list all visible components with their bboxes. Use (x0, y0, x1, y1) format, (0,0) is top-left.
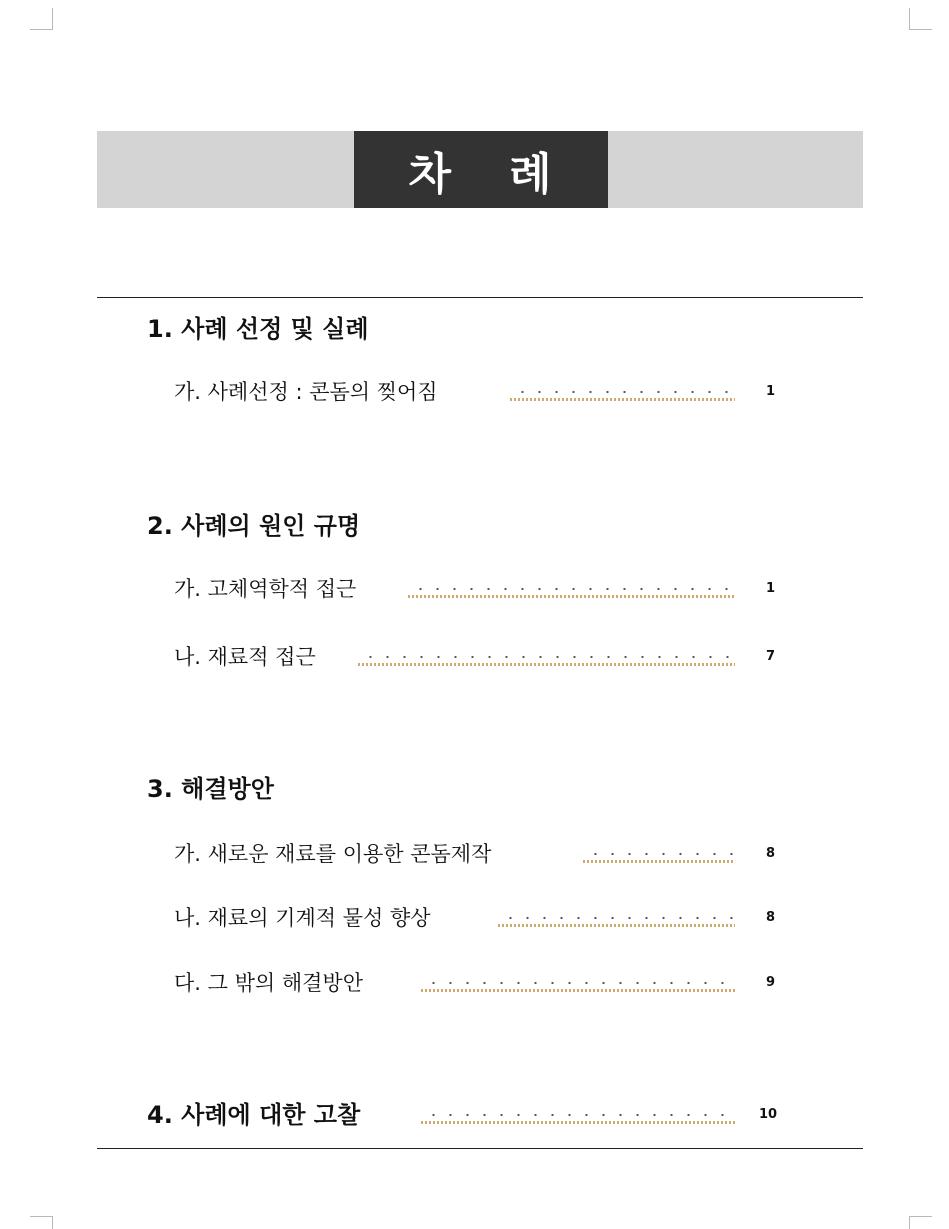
toc-leader-2-a (408, 586, 735, 598)
bottom-divider (97, 1148, 863, 1149)
crop-mark-top-left-v (52, 8, 53, 30)
toc-page-3-c[interactable]: 9 (766, 975, 776, 990)
page-title-char-1: 차 (408, 148, 453, 200)
crop-mark-top-right-v (909, 8, 910, 30)
toc-page-3-a[interactable]: 8 (766, 846, 776, 861)
toc-page-4[interactable]: 10 (759, 1107, 778, 1122)
crop-mark-bottom-right-v (909, 1216, 910, 1229)
crop-mark-bottom-right-h (910, 1216, 932, 1217)
crop-mark-top-left-h (30, 29, 52, 30)
top-divider (97, 297, 863, 298)
toc-page-3-b[interactable]: 8 (766, 910, 776, 925)
toc-entry-3-a[interactable]: 가. 새로운 재료를 이용한 콘돔제작 (174, 842, 492, 866)
toc-leader-4 (421, 1112, 735, 1124)
toc-section-1[interactable]: 1. 사례 선정 및 실례 (147, 315, 369, 343)
toc-page-1-a[interactable]: 1 (766, 384, 776, 399)
toc-leader-3-a (583, 851, 735, 863)
toc-section-2[interactable]: 2. 사례의 원인 규명 (147, 512, 361, 540)
toc-leader-3-b (498, 915, 735, 927)
page-title (354, 131, 608, 208)
toc-entry-2-b[interactable]: 나. 재료적 접근 (174, 645, 316, 669)
page-title-char-2: 례 (509, 148, 554, 200)
title-banner (97, 131, 863, 208)
toc-leader-2-b (358, 654, 735, 666)
toc-entry-2-a[interactable]: 가. 고체역학적 접근 (174, 577, 357, 601)
toc-entry-3-c[interactable]: 다. 그 밖의 해결방안 (174, 971, 363, 995)
crop-mark-bottom-left-h (30, 1216, 52, 1217)
crop-mark-bottom-left-v (52, 1216, 53, 1229)
toc-entry-3-b[interactable]: 나. 재료의 기계적 물성 향상 (174, 906, 431, 930)
toc-entry-1-a[interactable]: 가. 사례선정 : 콘돔의 찢어짐 (174, 380, 438, 404)
toc-leader-3-c (421, 980, 735, 992)
toc-leader-1-a (510, 389, 735, 401)
toc-section-3[interactable]: 3. 해결방안 (147, 775, 274, 803)
toc-page-2-b[interactable]: 7 (766, 649, 776, 664)
crop-mark-top-right-h (910, 29, 932, 30)
toc-section-4[interactable]: 4. 사례에 대한 고찰 (147, 1101, 361, 1129)
toc-page-2-a[interactable]: 1 (766, 581, 776, 596)
